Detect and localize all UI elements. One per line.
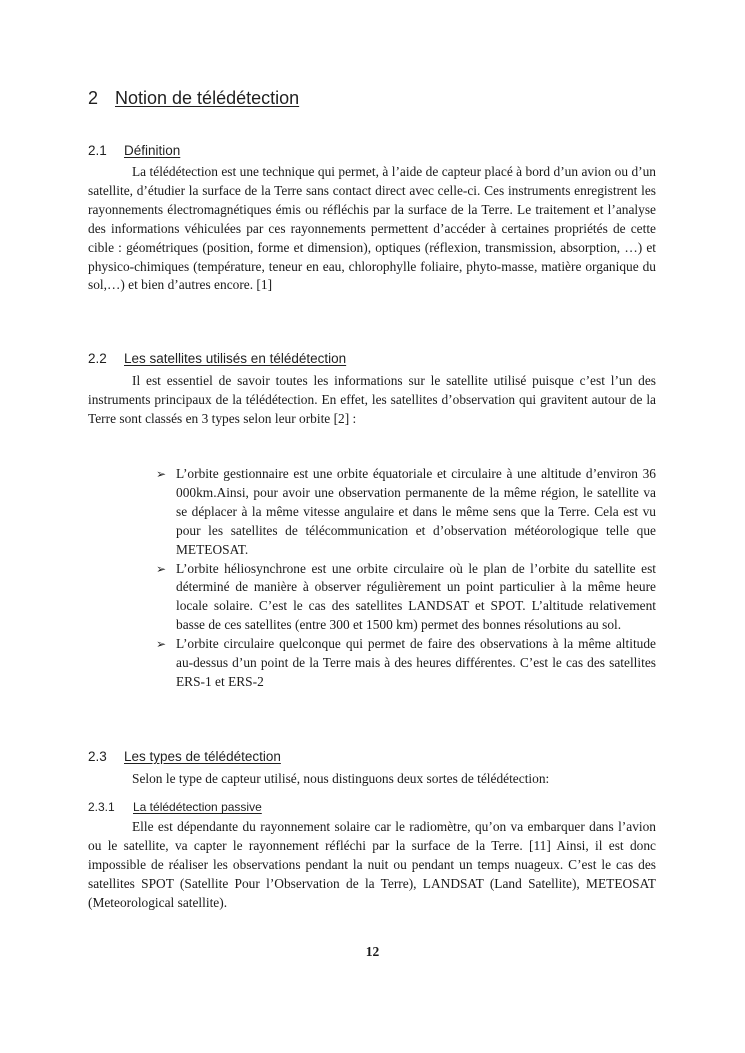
arrow-bullet-icon: ➢ (156, 467, 167, 481)
satellites-text: Il est essentiel de savoir toutes les informations sur le satellite utilisé puisque c’est l’un des instruments principaux de la télédétection. En effet, les satellites d’observation qui gravitent autour de la Terre sont classés en 3 types selon leur orbite [2] : (88, 373, 656, 426)
subsection-number: 2.1 (88, 143, 107, 158)
subsection-heading-types (88, 749, 281, 764)
section-heading (88, 88, 299, 109)
subsection-title: Les satellites utilisés en télédétection (124, 351, 347, 366)
list-item: ➢ L’orbite circulaire quelconque qui permet de faire des observations à la même altitude au-dessus d’un point de la Terre mais à des heures différentes. C’est le cas des satellites ERS-1 et ERS-2 (156, 636, 656, 689)
types-paragraph (88, 770, 656, 789)
subsubsection-title: La télédétection passive (133, 800, 262, 814)
arrow-bullet-icon: ➢ (156, 637, 167, 652)
passive-paragraph (88, 818, 656, 913)
satellites-paragraph (88, 372, 656, 429)
subsection-heading-satellites (88, 351, 346, 366)
subsubsection-heading-passive (88, 800, 262, 814)
subsection-number: 2.3 (88, 749, 107, 764)
section-number: 2 (88, 88, 99, 108)
subsection-title: Définition (124, 143, 181, 158)
passive-text: Elle est dépendante du rayonnement solaire car le radiomètre, qu’on va embarquer dans l’avion ou le satellite, va capter le rayonnement réfléchi par la surface de la Terre. [11] Ainsi, il est donc impossible de réaliser les observations pendant la nuit ou pendant un temps nuageux. C’est le cas des satellites SPOT (Satellite Pour l’Observation de la Terre), LANDSAT (Land Satellite), METEOSAT (Meteorological satellite). (88, 819, 656, 910)
subsection-heading-definition (88, 143, 180, 158)
page-number: 12 (365, 944, 380, 959)
list-item: ➢ L’orbite héliosynchrone est une orbite circulaire où le plan de l’orbite du satellite est déterminé de manière à observer régulièrement un point particulier à la même heure locale solaire. C’est le cas des satellites LANDSAT et SPOT. L’altitude relativement basse de ces satellites (entre 300 et 1500 km) permet des bonnes résolutions au sol. (156, 560, 656, 633)
list-item: ➢ L’orbite gestionnaire est une orbite équatoriale et circulaire à une altitude d’environ 36 000km.Ainsi, pour avoir une observation permanente de la même région, le satellite va se déplacer à la même vitesse angulaire et dans le même sens que la Terre. Cela est vu pour les satellites de télécommunication et d’observation météorologique telle que METEOSAT. (156, 466, 656, 557)
arrow-bullet-icon: ➢ (156, 561, 167, 576)
orbit-list (156, 465, 656, 692)
section-title: Notion de télédétection (115, 88, 300, 108)
subsection-number: 2.2 (88, 351, 107, 366)
subsubsection-number: 2.3.1 (88, 800, 115, 814)
subsection-title: Les types de télédétection (124, 749, 281, 764)
definition-text: La télédétection est une technique qui permet, à l’aide de capteur placé à bord d’un avion ou d’un satellite, d’étudier la surface de la Terre sans contact direct avec celle-ci. Ces instruments enregistrent les rayonnements électromagnétiques émis ou réfléchis par la surface de la Terre. Le traitement et l’analyse des informations véhiculées par ces rayonnements permettent d’accéder à certaines propriétés de cette cible : géométriques (position, forme et dimension), optiques (réflexion, transmission, absorption, …) et physico-chimiques (température, teneur en eau, chlorophylle foliaire, phyto-masse, matière organique du sol,…) et bien d’autres encore. [1] (88, 164, 656, 293)
types-text: Selon le type de capteur utilisé, nous distinguons deux sortes de télédétection: (132, 771, 550, 786)
definition-paragraph (88, 163, 656, 295)
